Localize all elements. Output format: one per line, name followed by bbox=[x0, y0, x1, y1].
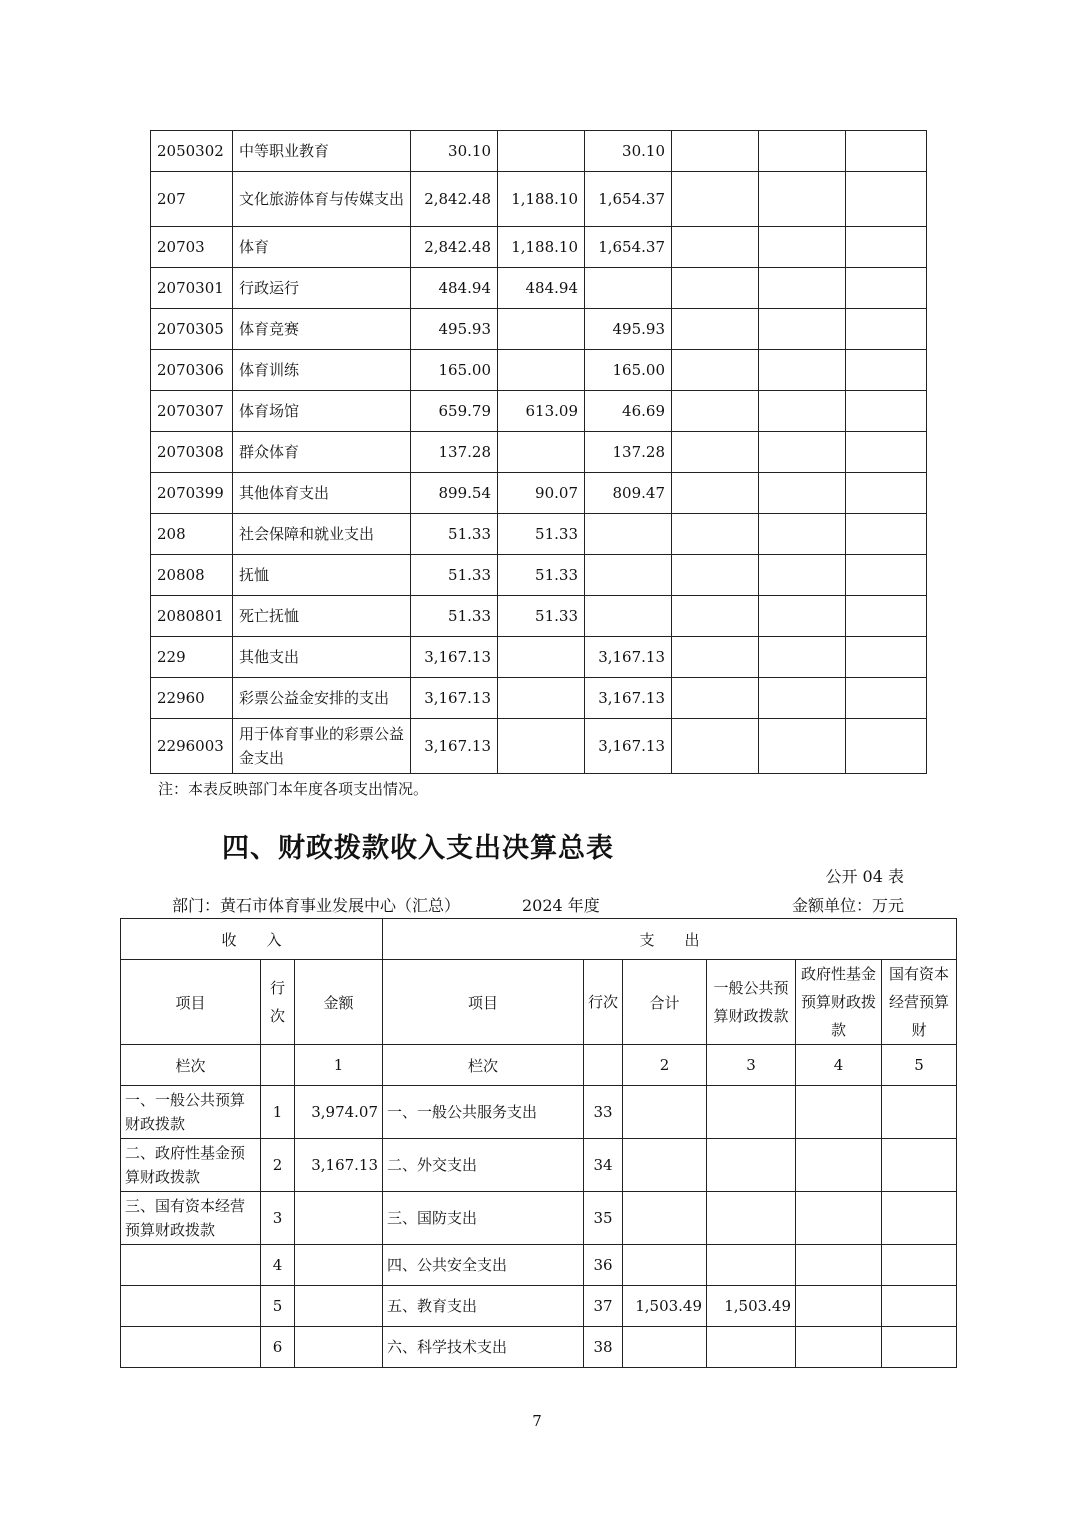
row-project bbox=[585, 268, 672, 309]
expense-gov-fund bbox=[796, 1286, 882, 1327]
table-row bbox=[121, 1245, 957, 1286]
row-total: 3,167.13 bbox=[411, 678, 498, 719]
row-basic: 51.33 bbox=[498, 514, 585, 555]
row-code: 2070307 bbox=[151, 391, 233, 432]
row-total: 2,842.48 bbox=[411, 172, 498, 227]
income-amount bbox=[295, 1327, 383, 1368]
row-empty bbox=[759, 637, 846, 678]
expense-state-capital bbox=[882, 1286, 957, 1327]
row-empty bbox=[759, 391, 846, 432]
row-name: 体育训练 bbox=[233, 350, 411, 391]
row-code: 2070399 bbox=[151, 473, 233, 514]
row-empty bbox=[759, 131, 846, 172]
income-amount bbox=[295, 1286, 383, 1327]
section-title: 四、财政拨款收入支出决算总表 bbox=[222, 833, 614, 864]
header-amount: 金额 bbox=[295, 960, 383, 1045]
department-label: 部门：黄石市体育事业发展中心（汇总） bbox=[172, 896, 461, 915]
income-row-no: 1 bbox=[261, 1086, 295, 1139]
expense-general bbox=[707, 1245, 796, 1286]
expense-state-capital bbox=[882, 1086, 957, 1139]
col-row-3: 3 bbox=[707, 1045, 796, 1086]
table-row bbox=[121, 1286, 957, 1327]
table-row bbox=[151, 719, 927, 774]
unit-label: 金额单位：万元 bbox=[791, 896, 904, 915]
row-code: 20703 bbox=[151, 227, 233, 268]
row-basic: 90.07 bbox=[498, 473, 585, 514]
income-item: 一、一般公共预算财政拨款 bbox=[121, 1086, 261, 1139]
income-row-no: 2 bbox=[261, 1139, 295, 1192]
row-empty bbox=[672, 268, 759, 309]
income-row-no: 4 bbox=[261, 1245, 295, 1286]
expense-item: 一、一般公共服务支出 bbox=[383, 1086, 584, 1139]
expense-row-no: 33 bbox=[584, 1086, 623, 1139]
row-empty bbox=[759, 514, 846, 555]
row-code: 2070305 bbox=[151, 309, 233, 350]
row-project: 46.69 bbox=[585, 391, 672, 432]
row-code: 229 bbox=[151, 637, 233, 678]
row-project: 495.93 bbox=[585, 309, 672, 350]
row-basic bbox=[498, 131, 585, 172]
row-empty bbox=[846, 172, 927, 227]
income-amount bbox=[295, 1245, 383, 1286]
expense-total bbox=[623, 1139, 707, 1192]
row-empty bbox=[759, 555, 846, 596]
col-row-5: 5 bbox=[882, 1045, 957, 1086]
row-empty bbox=[672, 678, 759, 719]
row-empty bbox=[672, 131, 759, 172]
header-total: 合计 bbox=[623, 960, 707, 1045]
expense-item: 二、外交支出 bbox=[383, 1139, 584, 1192]
row-total: 165.00 bbox=[411, 350, 498, 391]
table-row bbox=[151, 350, 927, 391]
table-row bbox=[151, 268, 927, 309]
expense-gov-fund bbox=[796, 1086, 882, 1139]
row-project: 1,654.37 bbox=[585, 172, 672, 227]
row-empty bbox=[846, 227, 927, 268]
row-empty bbox=[846, 719, 927, 774]
expense-total bbox=[623, 1192, 707, 1245]
row-total: 495.93 bbox=[411, 309, 498, 350]
col-row-4: 4 bbox=[796, 1045, 882, 1086]
expense-total: 1,503.49 bbox=[623, 1286, 707, 1327]
col-row-empty-2 bbox=[584, 1045, 623, 1086]
table-note: 注：本表反映部门本年度各项支出情况。 bbox=[158, 780, 429, 798]
expense-state-capital bbox=[882, 1139, 957, 1192]
row-total: 484.94 bbox=[411, 268, 498, 309]
row-name: 体育场馆 bbox=[233, 391, 411, 432]
income-row-no: 5 bbox=[261, 1286, 295, 1327]
row-empty bbox=[672, 514, 759, 555]
row-empty bbox=[672, 172, 759, 227]
col-row-1: 1 bbox=[295, 1045, 383, 1086]
year-label: 2024 年度 bbox=[522, 896, 600, 915]
row-empty bbox=[759, 596, 846, 637]
row-basic bbox=[498, 309, 585, 350]
table-row bbox=[151, 473, 927, 514]
expense-gov-fund bbox=[796, 1192, 882, 1245]
row-name: 死亡抚恤 bbox=[233, 596, 411, 637]
income-item bbox=[121, 1327, 261, 1368]
expense-item: 四、公共安全支出 bbox=[383, 1245, 584, 1286]
row-empty bbox=[672, 637, 759, 678]
expense-state-capital bbox=[882, 1245, 957, 1286]
income-group-header: 收 入 bbox=[121, 919, 383, 960]
income-amount: 3,974.07 bbox=[295, 1086, 383, 1139]
row-empty bbox=[672, 227, 759, 268]
row-project: 1,654.37 bbox=[585, 227, 672, 268]
row-total: 899.54 bbox=[411, 473, 498, 514]
page-number: 7 bbox=[532, 1412, 542, 1430]
table-tag: 公开 04 表 bbox=[825, 867, 904, 886]
table-row bbox=[121, 1192, 957, 1245]
row-name: 行政运行 bbox=[233, 268, 411, 309]
row-total: 659.79 bbox=[411, 391, 498, 432]
row-project: 3,167.13 bbox=[585, 719, 672, 774]
row-name: 其他支出 bbox=[233, 637, 411, 678]
row-empty bbox=[672, 555, 759, 596]
table-row bbox=[151, 432, 927, 473]
row-empty bbox=[846, 678, 927, 719]
expense-row-no: 37 bbox=[584, 1286, 623, 1327]
income-row-no: 6 bbox=[261, 1327, 295, 1368]
expense-row-no: 36 bbox=[584, 1245, 623, 1286]
expense-general bbox=[707, 1192, 796, 1245]
header-income-item: 项目 bbox=[121, 960, 261, 1045]
expenditure-detail-table bbox=[150, 130, 927, 774]
row-name: 抚恤 bbox=[233, 555, 411, 596]
expense-state-capital bbox=[882, 1327, 957, 1368]
row-empty bbox=[846, 514, 927, 555]
row-empty bbox=[672, 473, 759, 514]
row-empty bbox=[759, 473, 846, 514]
row-empty bbox=[846, 555, 927, 596]
expense-gov-fund bbox=[796, 1245, 882, 1286]
row-name: 体育 bbox=[233, 227, 411, 268]
expense-item: 五、教育支出 bbox=[383, 1286, 584, 1327]
expense-item: 三、国防支出 bbox=[383, 1192, 584, 1245]
col-row-empty bbox=[261, 1045, 295, 1086]
row-code: 20808 bbox=[151, 555, 233, 596]
row-project bbox=[585, 514, 672, 555]
row-code: 2070301 bbox=[151, 268, 233, 309]
row-name: 文化旅游体育与传媒支出 bbox=[233, 172, 411, 227]
row-name: 彩票公益金安排的支出 bbox=[233, 678, 411, 719]
table-row bbox=[151, 514, 927, 555]
expense-total bbox=[623, 1327, 707, 1368]
row-empty bbox=[759, 172, 846, 227]
header-expense-item: 项目 bbox=[383, 960, 584, 1045]
row-project: 165.00 bbox=[585, 350, 672, 391]
row-empty bbox=[846, 131, 927, 172]
table-row bbox=[121, 1139, 957, 1192]
row-total: 2,842.48 bbox=[411, 227, 498, 268]
row-code: 2080801 bbox=[151, 596, 233, 637]
row-empty bbox=[846, 596, 927, 637]
row-empty bbox=[672, 350, 759, 391]
row-empty bbox=[759, 268, 846, 309]
row-code: 2296003 bbox=[151, 719, 233, 774]
table-row bbox=[151, 596, 927, 637]
row-name: 用于体育事业的彩票公益金支出 bbox=[233, 719, 411, 774]
row-basic bbox=[498, 432, 585, 473]
row-empty bbox=[672, 596, 759, 637]
header-general-budget: 一般公共预算财政拨款 bbox=[707, 960, 796, 1045]
row-empty bbox=[759, 350, 846, 391]
row-empty bbox=[846, 350, 927, 391]
row-code: 2070308 bbox=[151, 432, 233, 473]
expense-row-no: 35 bbox=[584, 1192, 623, 1245]
row-basic: 1,188.10 bbox=[498, 172, 585, 227]
row-total: 3,167.13 bbox=[411, 637, 498, 678]
row-project: 137.28 bbox=[585, 432, 672, 473]
row-name: 中等职业教育 bbox=[233, 131, 411, 172]
row-total: 3,167.13 bbox=[411, 719, 498, 774]
row-project bbox=[585, 555, 672, 596]
col-row-label: 栏次 bbox=[121, 1045, 261, 1086]
income-item bbox=[121, 1286, 261, 1327]
expense-state-capital bbox=[882, 1192, 957, 1245]
expense-general: 1,503.49 bbox=[707, 1286, 796, 1327]
income-row-no: 3 bbox=[261, 1192, 295, 1245]
expense-row-no: 34 bbox=[584, 1139, 623, 1192]
table-row bbox=[121, 1327, 957, 1368]
table-row bbox=[151, 637, 927, 678]
row-empty bbox=[846, 309, 927, 350]
expense-gov-fund bbox=[796, 1327, 882, 1368]
row-project: 30.10 bbox=[585, 131, 672, 172]
table-row bbox=[151, 172, 927, 227]
header-state-capital: 国有资本经营预算财 bbox=[882, 960, 957, 1045]
row-empty bbox=[672, 432, 759, 473]
row-name: 其他体育支出 bbox=[233, 473, 411, 514]
row-code: 2050302 bbox=[151, 131, 233, 172]
row-empty bbox=[846, 432, 927, 473]
row-empty bbox=[672, 391, 759, 432]
row-project: 809.47 bbox=[585, 473, 672, 514]
row-basic: 613.09 bbox=[498, 391, 585, 432]
row-empty bbox=[759, 432, 846, 473]
row-empty bbox=[846, 268, 927, 309]
row-empty bbox=[846, 473, 927, 514]
row-basic: 51.33 bbox=[498, 555, 585, 596]
row-empty bbox=[759, 719, 846, 774]
table-row bbox=[151, 555, 927, 596]
row-empty bbox=[672, 719, 759, 774]
expense-item: 六、科学技术支出 bbox=[383, 1327, 584, 1368]
header-income-row-no: 行次 bbox=[261, 960, 295, 1045]
header-expense-row-no: 行次 bbox=[584, 960, 623, 1045]
row-basic bbox=[498, 637, 585, 678]
row-basic bbox=[498, 350, 585, 391]
table-row bbox=[121, 1086, 957, 1139]
row-code: 207 bbox=[151, 172, 233, 227]
expense-group-header: 支 出 bbox=[383, 919, 957, 960]
row-total: 51.33 bbox=[411, 514, 498, 555]
income-amount: 3,167.13 bbox=[295, 1139, 383, 1192]
row-empty bbox=[672, 309, 759, 350]
row-code: 22960 bbox=[151, 678, 233, 719]
row-empty bbox=[759, 227, 846, 268]
table-row bbox=[151, 131, 927, 172]
row-empty bbox=[846, 637, 927, 678]
row-empty bbox=[759, 309, 846, 350]
expense-gov-fund bbox=[796, 1139, 882, 1192]
row-basic: 51.33 bbox=[498, 596, 585, 637]
row-basic bbox=[498, 719, 585, 774]
row-basic bbox=[498, 678, 585, 719]
row-name: 体育竞赛 bbox=[233, 309, 411, 350]
row-code: 2070306 bbox=[151, 350, 233, 391]
row-empty bbox=[846, 391, 927, 432]
table-row bbox=[151, 391, 927, 432]
expense-general bbox=[707, 1327, 796, 1368]
row-total: 137.28 bbox=[411, 432, 498, 473]
row-total: 51.33 bbox=[411, 596, 498, 637]
header-gov-fund: 政府性基金预算财政拨款 bbox=[796, 960, 882, 1045]
expense-row-no: 38 bbox=[584, 1327, 623, 1368]
expense-total bbox=[623, 1086, 707, 1139]
row-name: 群众体育 bbox=[233, 432, 411, 473]
table-row bbox=[151, 309, 927, 350]
row-project: 3,167.13 bbox=[585, 678, 672, 719]
row-total: 30.10 bbox=[411, 131, 498, 172]
col-row-2: 2 bbox=[623, 1045, 707, 1086]
fiscal-summary-table bbox=[120, 918, 957, 1368]
expense-total bbox=[623, 1245, 707, 1286]
row-basic: 1,188.10 bbox=[498, 227, 585, 268]
row-empty bbox=[759, 678, 846, 719]
income-item: 三、国有资本经营预算财政拨款 bbox=[121, 1192, 261, 1245]
row-name: 社会保障和就业支出 bbox=[233, 514, 411, 555]
row-code: 208 bbox=[151, 514, 233, 555]
table-row bbox=[151, 227, 927, 268]
row-project bbox=[585, 596, 672, 637]
income-item bbox=[121, 1245, 261, 1286]
row-basic: 484.94 bbox=[498, 268, 585, 309]
expense-general bbox=[707, 1139, 796, 1192]
col-row-label-2: 栏次 bbox=[383, 1045, 584, 1086]
table-row bbox=[151, 678, 927, 719]
row-total: 51.33 bbox=[411, 555, 498, 596]
row-project: 3,167.13 bbox=[585, 637, 672, 678]
expense-general bbox=[707, 1086, 796, 1139]
income-item: 二、政府性基金预算财政拨款 bbox=[121, 1139, 261, 1192]
income-amount bbox=[295, 1192, 383, 1245]
